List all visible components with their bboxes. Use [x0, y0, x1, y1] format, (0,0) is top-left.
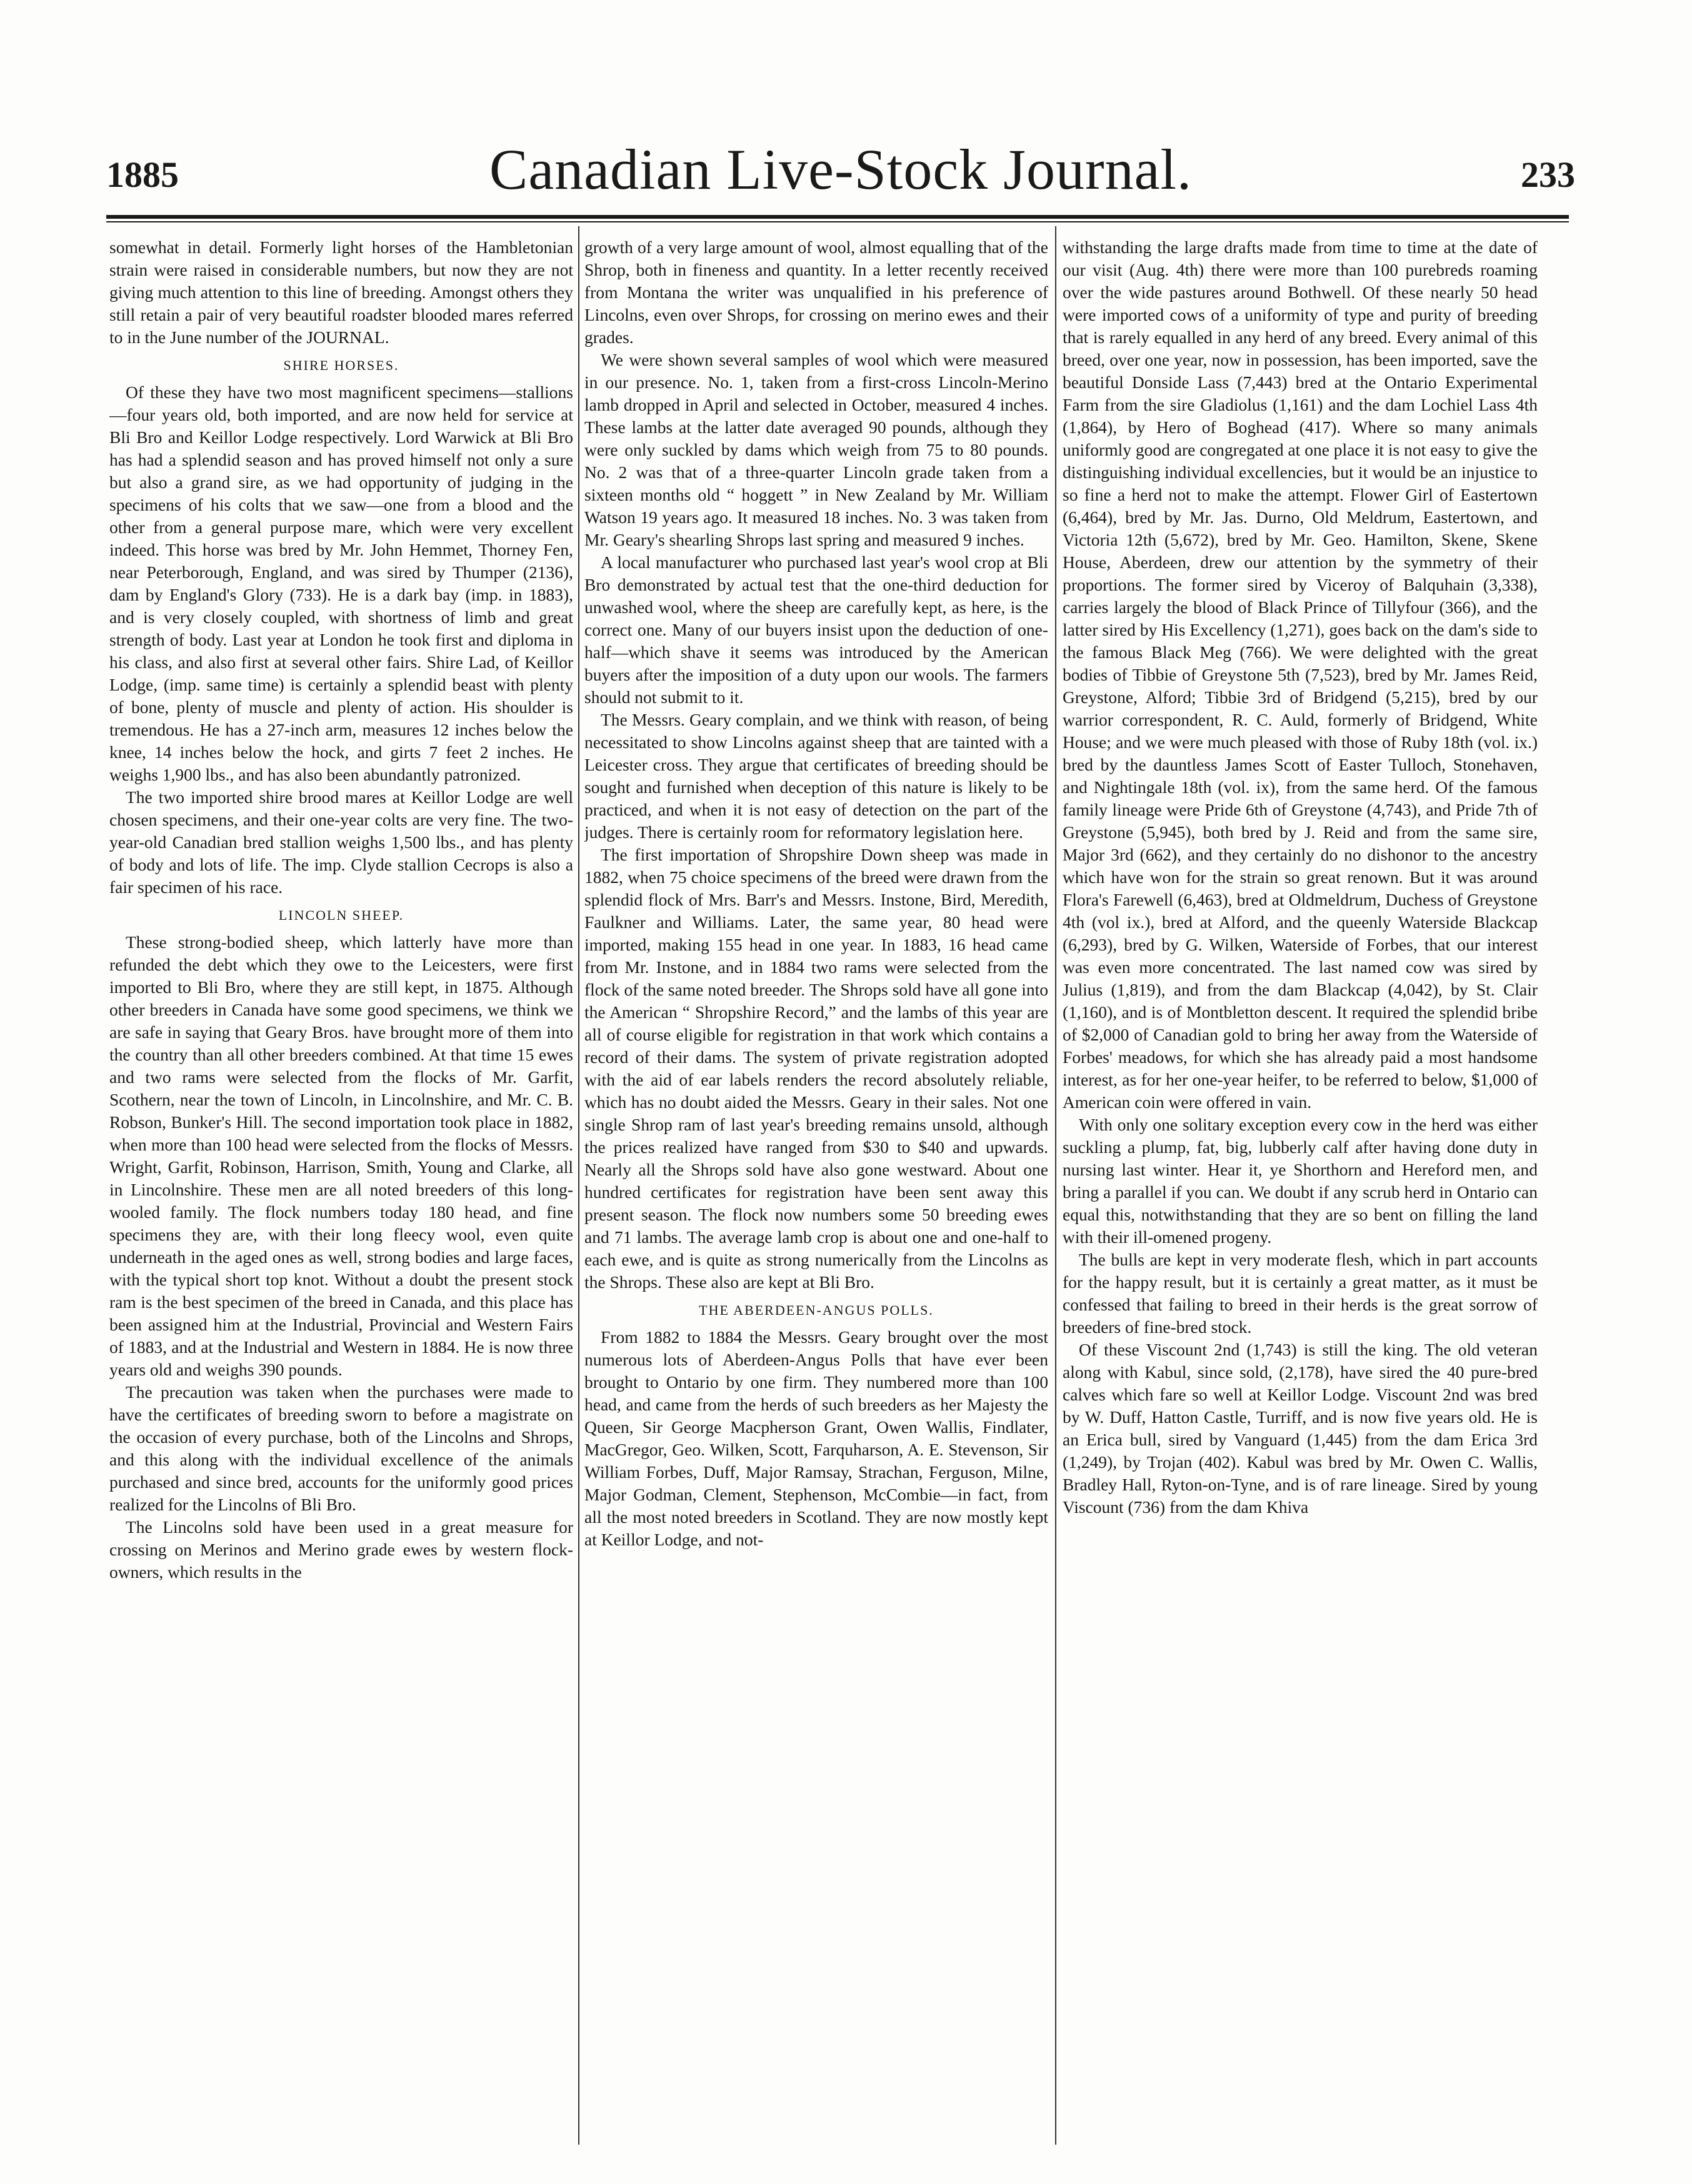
- paragraph: A local manufacturer who purchased last year's wool crop at Bli Bro demonstrated by actual test that the one-third deduction for unwashed wool, where the sheep are carefully kept, as here, is the correct one. Many of our buyers insist upon the deduction of one-half—which shave it seems was introduced by the American buyers after the imposition of a duty upon our wools. The farmers should not submit to it.: [584, 552, 1048, 707]
- paragraph: The precaution was taken when the purchases were made to have the certificates of breeding sworn to before a magistrate on the occasion of every purchase, both of the Lincolns and Shrops, and this along with the individual excellence of the animals purchased and since bred, accounts for the uniformly good prices realized for the Lincolns of Bli Bro.: [109, 1382, 573, 1514]
- paragraph: The Lincolns sold have been used in a great measure for crossing on Merinos and Merino grade ewes by western flock-owners, which results in the: [109, 1517, 573, 1582]
- paragraph: The Messrs. Geary complain, and we think with reason, of being necessitated to show Lincolns against sheep that are tainted with a Leicester cross. They argue that certificates of breeding should be sought and furnished when deception of this nature is likely to be practiced, and when it is not easy of detection on the part of the judges. There is certainly room for reformatory legislation here.: [584, 710, 1048, 842]
- journal-title: Canadian Live-Stock Journal.: [489, 137, 1193, 201]
- section-heading: SHIRE HORSES.: [283, 357, 399, 373]
- article-column-1: [109, 236, 573, 2136]
- article-column-3: [1063, 236, 1538, 2136]
- page-number: 233: [1521, 154, 1575, 195]
- paragraph: We were shown several samples of wool which were measured in our presence. No. 1, taken from a first-cross Lincoln-Merino lamb dropped in April and selected in October, measured 4 inches. These lambs at the latter date averaged 90 pounds, although they were only suckled by dams which weigh from 75 to 80 pounds. No. 2 was that of a three-quarter Lincoln grade taken from a sixteen months old “ hoggett ” in New Zealand by Mr. William Watson 19 years ago. It measured 18 inches. No. 3 was taken from Mr. Geary's shearling Shrops last spring and measured 9 inches.: [584, 350, 1048, 549]
- paragraph: The two imported shire brood mares at Keillor Lodge are well chosen specimens, and their one-year colts are very fine. The two-year-old Canadian bred stallion weighs 1,500 lbs., and has plenty of body and lots of life. The imp. Clyde stallion Cecrops is also a fair specimen of his race.: [109, 787, 573, 897]
- page-header: [106, 136, 1575, 205]
- header-rule-thick: [106, 215, 1569, 219]
- paragraph: Of these Viscount 2nd (1,743) is still the king. The old veteran along with Kabul, since sold, (2,178), have sired the 40 pure-bred calves which fare so well at Keillor Lodge. Viscount 2nd was bred by W. Duff, Hatton Castle, Turriff, and is now five years old. He is an Erica bull, sired by Vanguard (1,445) from the dam Erica 3rd (1,249), by Trojan (402). Kabul was bred by Mr. Owen C. Wallis, Bradley Hall, Ryton-on-Tyne, and is of rare lineage. Sired by young Viscount (736) from the dam Khiva: [1063, 1340, 1538, 1517]
- paragraph: Of these they have two most magnificent specimens—stallions—four years old, both imported, and are now held for service at Bli Bro and Keillor Lodge respectively. Lord Warwick at Bli Bro has had a splendid season and has proved himself not only a sure but also a grand sire, as we had opportunity of judging in the specimens of his colts that we saw—one from a blood and the other from a general purpose mare, which were very excellent indeed. This horse was bred by Mr. John Hemmet, Thorney Fen, near Peterborough, England, and was sired by Thumper (2136), dam by England's Glory (733). He is a dark bay (imp. in 1883), and is very closely coupled, with shortness of limb and great strength of body. Last year at London he took first and diploma in his class, and also first at several other fairs. Shire Lad, of Keillor Lodge, (imp. same time) is certainly a splendid beast with plenty of bone, plenty of muscle and plenty of action. His shoulder is tremendous. He has a 27-inch arm, measures 12 inches below the knee, 14 inches below the hock, and girts 7 feet 2 inches. He weighs 1,900 lbs., and has also been abundantly patronized.: [109, 382, 573, 784]
- paragraph: From 1882 to 1884 the Messrs. Geary brought over the most numerous lots of Aberdeen-Angus Polls that have ever been brought to Ontario by one firm. They numbered more than 100 head, and came from the herds of such breeders as her Majesty the Queen, Sir George Macpherson Grant, Owen Wallis, Findlater, MacGregor, Geo. Wilken, Scott, Farquharson, A. E. Stevenson, Sir William Forbes, Duff, Major Ramsay, Strachan, Ferguson, Milne, Major Godman, Clement, Stephenson, McCombie—in fact, from all the most noted breeders in Scotland. They are now mostly kept at Keillor Lodge, and not-: [584, 1327, 1048, 1549]
- section-heading: LINCOLN SHEEP.: [278, 907, 404, 923]
- paragraph: With only one solitary exception every cow in the herd was either suckling a plump, fat, big, lubberly calf after having done duty in nursing last winter. Hear it, ye Shorthorn and Hereford men, and bring a parallel if you can. We doubt if any scrub herd in Ontario can equal this, notwithstanding that they are so bent on filling the land with their ill-omened progeny.: [1063, 1115, 1538, 1247]
- paragraph: growth of a very large amount of wool, almost equalling that of the Shrop, both in fineness and quantity. In a letter recently received from Montana the writer was unqualified in his preference of Lincolns, even over Shrops, for crossing on merino ewes and their grades.: [584, 237, 1048, 347]
- paragraph: The bulls are kept in very moderate flesh, which in part accounts for the happy result, but it is certainly a great matter, as it must be confessed that failing to breed in their herds is the great sorrow of breeders of fine-bred stock.: [1063, 1250, 1538, 1337]
- paragraph: somewhat in detail. Formerly light horses of the Hambletonian strain were raised in considerable numbers, but now they are not giving much attention to this line of breeding. Amongst others they still retain a pair of very beautiful roadster blooded mares referred to in the June number of the JOURNAL.: [109, 237, 573, 347]
- column-divider: [1055, 226, 1056, 2145]
- paragraph: withstanding the large drafts made from time to time at the date of our visit (Aug. 4th) there were more than 100 purebreds roaming over the wide pastures around Bothwell. Of these nearly 50 head were imported cows of a uniformity of type and purity of breeding that is rarely equalled in any herd of any breed. Every animal of this breed, over one year, now in possession, has been imported, save the beautiful Donside Lass (7,443) bred at the Ontario Experimental Farm from the sire Gladiolus (1,161) and the dam Lochiel Lass 4th (1,864), by Hero of Boghead (417). Where so many animals uniformly good are congregated at one place it is not easy to give the distinguishing individual excellencies, but it would be an injustice to so fine a herd not to make the attempt. Flower Girl of Eastertown (6,464), bred by Mr. Jas. Durno, Old Meldrum, Eastertown, and Victoria 12th (5,672), bred by Mr. Geo. Hamilton, Skene, Skene House, Aberdeen, drew our attention by the symmetry of their proportions. The former sired by Viceroy of Balquhain (3,338), carries largely the blood of Black Prince of Tillyfour (366), and the latter sired by His Excellency (1,271), goes back on the dam's side to the famous Black Meg (766). We were delighted with the great bodies of Tibbie of Greystone 5th (7,523), bred by Mr. James Reid, Greystone, Alford; Tibbie 3rd of Bridgend (5,215), bred by our warrior correspondent, R. C. Auld, formerly of Bridgend, White House; and we were much pleased with those of Ruby 18th (vol. ix.) bred by the dauntless James Scott of Easter Tulloch, Stonehaven, and Nightingale 18th (vol. ix), from the same herd. Of the famous family lineage were Pride 6th of Greystone (4,743), and Pride 7th of Greystone (5,945), both bred by J. Reid and from the same sire, Major 3rd (662), and they certainly do no dishonor to the ancestry which have won for the strain so great renown. But it was around Flora's Farewell (6,463), bred at Oldmeldrum, Duchess of Greystone 4th (vol ix.), bred at Alford, and the queenly Waterside Blackcap (6,293), bred by G. Wilken, Waterside of Forbes, that our interest was even more concentrated. The last named cow was sired by Julius (1,819), and from the dam Blackcap (4,042), by St. Clair (1,160), and is of Montbletton descent. It required the splendid bribe of $2,000 of Canadian gold to bring her away from the Waterside of Forbes' meadows, for which she has already paid a most handsome interest, as for her one-year heifer, to be referred to below, $1,000 of American coin were offered in vain.: [1063, 237, 1538, 1112]
- paragraph: These strong-bodied sheep, which latterly have more than refunded the debt which they owe to the Leicesters, were first imported to Bli Bro, where they are still kept, in 1875. Although other breeders in Canada have some good specimens, we think we are safe in saying that Geary Bros. have brought more of them into the country than all other breeders combined. At that time 15 ewes and two rams were selected from the flocks of Mr. Garfit, Scothern, near the town of Lincoln, in Lincolnshire, and Mr. C. B. Robson, Bunker's Hill. The second importation took place in 1882, when more than 100 head were selected from the flocks of Messrs. Wright, Garfit, Robinson, Harrison, Smith, Young and Clarke, all in Lincolnshire. These men are all noted breeders of this long-wooled family. The flock numbers today 180 head, and fine specimens they are, with their long fleecy wool, even quite underneath in the aged ones as well, strong bodies and large faces, with the typical short top knot. Without a doubt the present stock ram is the best specimen of the breed in Canada, and this place has been assigned him at the Industrial, Provincial and Western Fairs of 1883, and at the Industrial and Western in 1884. He is now three years old and weighs 390 pounds.: [109, 932, 573, 1379]
- section-heading: THE ABERDEEN-ANGUS POLLS.: [699, 1302, 934, 1318]
- paragraph: The first importation of Shropshire Down sheep was made in 1882, when 75 choice specimens of the breed were drawn from the splendid flock of Mrs. Barr's and Messrs. Instone, Bird, Meredith, Faulkner and Williams. Later, the same year, 80 head were imported, making 155 head in one year. In 1883, 16 head came from Mr. Instone, and in 1884 two rams were selected from the flock of the same noted breeder. The Shrops sold have all gone into the American “ Shropshire Record,” and the lambs of this year are all of course eligible for registration in that work which contains a record of their dams. The system of private registration adopted with the aid of ear labels renders the record absolutely reliable, which has no doubt aided the Messrs. Geary in their sales. Not one single Shrop ram of last year's breeding remains unsold, although the prices realized have ranged from $30 to $40 and upwards. Nearly all the Shrops sold have also gone westward. About one hundred certificates for registration have been sent away this present season. The flock now numbers some 50 breeding ewes and 71 lambs. The average lamb crop is about one and one-half to each ewe, and is quite as strong numerically from the Lincolns as the Shrops. These also are kept at Bli Bro.: [584, 845, 1048, 1292]
- column-divider: [578, 226, 579, 2145]
- header-rule-thin: [106, 221, 1569, 222]
- article-column-2: [584, 236, 1048, 2136]
- header-year: 1885: [106, 154, 179, 195]
